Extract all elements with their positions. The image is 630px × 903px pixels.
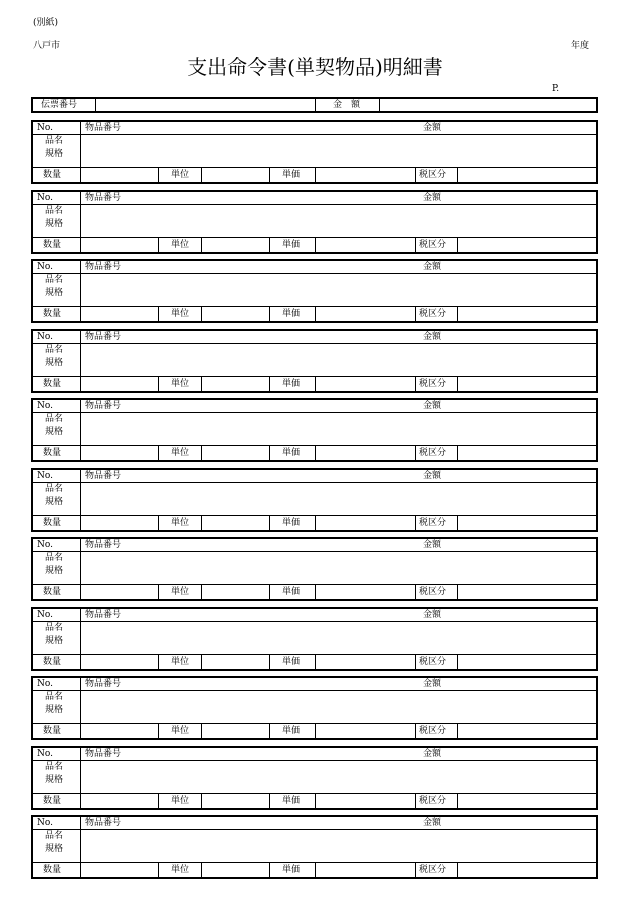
item-name-label: 品名 — [45, 692, 64, 702]
unit-price-label: 単価 — [282, 587, 301, 597]
unit-price-label: 単価 — [282, 448, 301, 458]
item-amount-label: 金額 — [423, 262, 442, 272]
tax-category-label: 税区分 — [419, 379, 447, 389]
item-no-label: No. — [37, 262, 53, 272]
item-amount-label: 金額 — [423, 193, 442, 203]
item-name-field[interactable] — [83, 484, 593, 514]
item-amount-label: 金額 — [423, 123, 442, 133]
unit-price-label: 単価 — [282, 518, 301, 528]
item-name-field[interactable] — [83, 623, 593, 653]
tax-category-label: 税区分 — [419, 240, 447, 250]
unit-price-label: 単価 — [282, 240, 301, 250]
quantity-label: 数量 — [43, 518, 62, 528]
item-number-label: 物品番号 — [85, 123, 122, 133]
item-number-label: 物品番号 — [85, 610, 122, 620]
item-number-label: 物品番号 — [85, 401, 122, 411]
item-name-label: 品名 — [45, 275, 64, 285]
item-row — [31, 746, 598, 810]
quantity-label: 数量 — [43, 865, 62, 875]
item-spec-label: 規格 — [45, 844, 64, 854]
unit-price-label: 単価 — [282, 657, 301, 667]
item-amount-label: 金額 — [423, 610, 442, 620]
item-number-label: 物品番号 — [85, 332, 122, 342]
amount-label: 金 額 — [333, 100, 361, 110]
item-row — [31, 468, 598, 532]
item-no-label: No. — [37, 749, 53, 759]
item-amount-label: 金額 — [423, 679, 442, 689]
item-spec-label: 規格 — [45, 636, 64, 646]
item-number-label: 物品番号 — [85, 193, 122, 203]
item-name-label: 品名 — [45, 206, 64, 216]
unit-label: 単位 — [171, 448, 190, 458]
unit-label: 単位 — [171, 865, 190, 875]
item-name-label: 品名 — [45, 484, 64, 494]
tax-category-label: 税区分 — [419, 587, 447, 597]
item-number-label: 物品番号 — [85, 262, 122, 272]
item-row — [31, 190, 598, 254]
item-number-label: 物品番号 — [85, 818, 122, 828]
unit-price-label: 単価 — [282, 865, 301, 875]
item-row — [31, 537, 598, 601]
item-spec-label: 規格 — [45, 149, 64, 159]
item-name-field[interactable] — [83, 762, 593, 792]
item-spec-label: 規格 — [45, 288, 64, 298]
document-title: 支出命令書(単契物品)明細書 — [187, 55, 443, 79]
item-amount-label: 金額 — [423, 540, 442, 550]
item-amount-label: 金額 — [423, 401, 442, 411]
item-spec-label: 規格 — [45, 497, 64, 507]
item-spec-label: 規格 — [45, 566, 64, 576]
item-no-label: No. — [37, 471, 53, 481]
item-amount-label: 金額 — [423, 818, 442, 828]
unit-price-label: 単価 — [282, 170, 301, 180]
item-spec-label: 規格 — [45, 705, 64, 715]
item-number-label: 物品番号 — [85, 471, 122, 481]
tax-category-label: 税区分 — [419, 657, 447, 667]
quantity-label: 数量 — [43, 240, 62, 250]
item-row — [31, 329, 598, 393]
item-no-label: No. — [37, 332, 53, 342]
quantity-label: 数量 — [43, 657, 62, 667]
item-number-label: 物品番号 — [85, 540, 122, 550]
total-amount-field[interactable] — [379, 99, 596, 111]
item-name-field[interactable] — [83, 414, 593, 444]
tax-category-label: 税区分 — [419, 865, 447, 875]
item-amount-label: 金額 — [423, 471, 442, 481]
item-row — [31, 815, 598, 879]
unit-price-label: 単価 — [282, 379, 301, 389]
unit-label: 単位 — [171, 587, 190, 597]
unit-label: 単位 — [171, 309, 190, 319]
unit-label: 単位 — [171, 170, 190, 180]
quantity-label: 数量 — [43, 379, 62, 389]
item-name-field[interactable] — [83, 136, 593, 166]
item-row — [31, 259, 598, 323]
item-no-label: No. — [37, 193, 53, 203]
item-row — [31, 120, 598, 184]
item-amount-label: 金額 — [423, 332, 442, 342]
item-spec-label: 規格 — [45, 219, 64, 229]
item-no-label: No. — [37, 123, 53, 133]
item-name-field[interactable] — [83, 692, 593, 722]
unit-label: 単位 — [171, 657, 190, 667]
quantity-label: 数量 — [43, 170, 62, 180]
quantity-label: 数量 — [43, 726, 62, 736]
item-spec-label: 規格 — [45, 358, 64, 368]
tax-category-label: 税区分 — [419, 309, 447, 319]
tax-category-label: 税区分 — [419, 170, 447, 180]
quantity-label: 数量 — [43, 309, 62, 319]
item-row — [31, 398, 598, 462]
item-no-label: No. — [37, 540, 53, 550]
item-name-label: 品名 — [45, 623, 64, 633]
voucher-header-table — [31, 97, 598, 113]
item-row — [31, 607, 598, 671]
tax-category-label: 税区分 — [419, 726, 447, 736]
item-name-label: 品名 — [45, 414, 64, 424]
unit-price-label: 単価 — [282, 309, 301, 319]
item-number-label: 物品番号 — [85, 749, 122, 759]
tax-category-label: 税区分 — [419, 448, 447, 458]
item-name-label: 品名 — [45, 136, 64, 146]
unit-price-label: 単価 — [282, 796, 301, 806]
item-spec-label: 規格 — [45, 775, 64, 785]
item-name-field[interactable] — [83, 553, 593, 583]
item-amount-label: 金額 — [423, 749, 442, 759]
item-number-label: 物品番号 — [85, 679, 122, 689]
unit-price-label: 単価 — [282, 726, 301, 736]
item-spec-label: 規格 — [45, 427, 64, 437]
item-no-label: No. — [37, 610, 53, 620]
unit-label: 単位 — [171, 518, 190, 528]
item-name-field[interactable] — [83, 275, 593, 305]
voucher-number-label: 伝票番号 — [41, 100, 78, 110]
item-no-label: No. — [37, 401, 53, 411]
attachment-label: (別紙) — [33, 18, 59, 28]
item-name-label: 品名 — [45, 762, 64, 772]
city-name: 八戸市 — [33, 41, 61, 51]
item-name-field[interactable] — [83, 206, 593, 236]
unit-label: 単位 — [171, 726, 190, 736]
tax-category-label: 税区分 — [419, 796, 447, 806]
unit-label: 単位 — [171, 796, 190, 806]
unit-label: 単位 — [171, 379, 190, 389]
item-no-label: No. — [37, 679, 53, 689]
item-name-field[interactable] — [83, 831, 593, 861]
fiscal-year-label: 年度 — [571, 41, 590, 51]
quantity-label: 数量 — [43, 448, 62, 458]
quantity-label: 数量 — [43, 796, 62, 806]
page-label: P. — [552, 84, 560, 94]
item-row — [31, 676, 598, 740]
item-name-field[interactable] — [83, 345, 593, 375]
voucher-number-field[interactable] — [95, 99, 315, 111]
item-name-label: 品名 — [45, 345, 64, 355]
item-name-label: 品名 — [45, 831, 64, 841]
item-name-label: 品名 — [45, 553, 64, 563]
item-no-label: No. — [37, 818, 53, 828]
quantity-label: 数量 — [43, 587, 62, 597]
tax-category-label: 税区分 — [419, 518, 447, 528]
unit-label: 単位 — [171, 240, 190, 250]
